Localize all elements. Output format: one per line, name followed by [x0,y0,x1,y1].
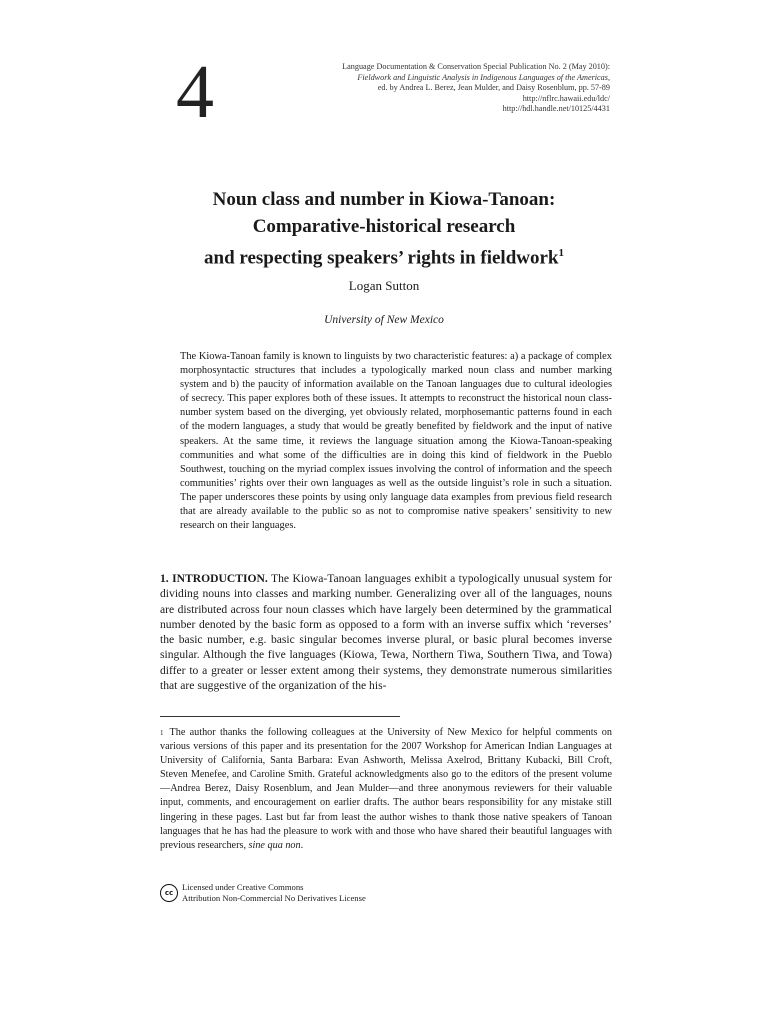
author-name: Logan Sutton [348,278,420,293]
introduction-text: The Kiowa-Tanoan languages exhibit a typologically unusual system for dividing nouns into classes and marking number. Generalizing over all of the languages, nouns are distributed across four noun classes which have largely been determined by the grammatical number denoted by the basic form as opposed to a form with an inverse suffix which ‘reverses’ the basic number, e.g. basic singular becomes inverse plural, or basic plural becomes inverse singular. Although the five languages (Kiowa, Tewa, Northern Tiwa, Southern Tiwa, and Towa) differ to a greater or lesser extent among their systems, they demonstrate numerous similarities that are suggestive of the organization of the his- [160,572,612,693]
footnote-closing-period: . [300,839,304,851]
publication-line: Language Documentation & Conservation Special Publication No. 2 (May 2010): [342,62,610,71]
license-text [182,882,366,904]
license-line-1: Licensed under Creative Commons [182,882,304,892]
paper-title [100,186,668,271]
handle-url-link[interactable]: http://hdl.handle.net/10125/4431 [502,104,610,113]
footnote-text: The author thanks the following colleagues at the University of New Mexico for helpful comments on various versions of this paper and its presentation for the 2007 Workshop for American Indian Languages at University of California, Santa Barbara: Evan Ashworth, Melissa Axelrod, Brittany Kubacki, Bill Croft, Steven Menefee, and Caroline Smith. Grateful acknowledgments also go to the editors of the present volume—Andrea Berez, Daisy Rosenblum, and Jean Mulder—and three anonymous reviewers for their valuable input, comments, and encouragement on earlier drafts. The author bears responsibility for any mistake still lingering in these pages. Last but far from least the author wishes to thank those native speakers of Tanoan languages that he has had the pleasure to work with and those who have shared their beautiful languages with previous researchers, [160,727,612,851]
footnote-mark: 1 [160,729,164,737]
title-line-3 [100,240,668,271]
title-line-1: Noun class and number in Kiowa-Tanoan: [212,189,556,210]
license-line-2: Attribution Non-Commercial No Derivatives License [182,893,366,903]
editors-line: ed. by Andrea L. Berez, Jean Mulder, and Daisy Rosenblum, pp. 57-89 [377,83,610,92]
creative-commons-icon [160,884,178,902]
footnote-divider [160,716,400,717]
title-line-3-text: and respecting speakers’ rights in fieldwork [204,247,559,269]
title-footnote-mark[interactable]: 1 [558,247,564,259]
license-block [160,882,366,904]
title-line-2: Comparative-historical research [252,216,516,237]
publication-header [310,62,610,115]
journal-url-link[interactable]: http://nflrc.hawaii.edu/ldc/ [522,93,610,103]
abstract: The Kiowa-Tanoan family is known to linguists by two characteristic features: a) a package of complex morphosyntactic structures that includes a typologically marked noun class and number marking system and b) the paucity of information available on the Tanoan languages due to cultural ideologies of secrecy. This paper explores both of these issues. It attempts to reconstruct the historical noun class-number system based on the diverging, yet obviously related, morphosemantic patterns found in each of the modern languages, a study that would be greatly benefited by fieldwork and the input of native speakers. At the same time, it reviews the language situation among the Kiowa-Tanoan-speaking communities and what some of the difficulties are in doing this kind of fieldwork in the Pueblo Southwest, touching on the myriad complex issues involving the control of information and the speech communities’ rights over their own languages as well as the outside linguist’s role in such a situation. The paper underscores these points by using only language data examples from previous field research that are already available to the public so as not to compromise native speakers’ sensitivity to new research on their languages. [180,351,612,532]
cc-icon-label: cc [164,889,174,897]
footnote-closing-italic: sine qua non [248,839,301,851]
footnote [160,726,612,853]
volume-title-line: Fieldwork and Linguistic Analysis in Indigenous Languages of the Americas, [357,72,610,82]
introduction-paragraph [160,571,612,693]
section-heading: 1. INTRODUCTION. [160,572,268,585]
author-affiliation: University of New Mexico [324,314,444,326]
chapter-number: 4 [176,50,214,134]
